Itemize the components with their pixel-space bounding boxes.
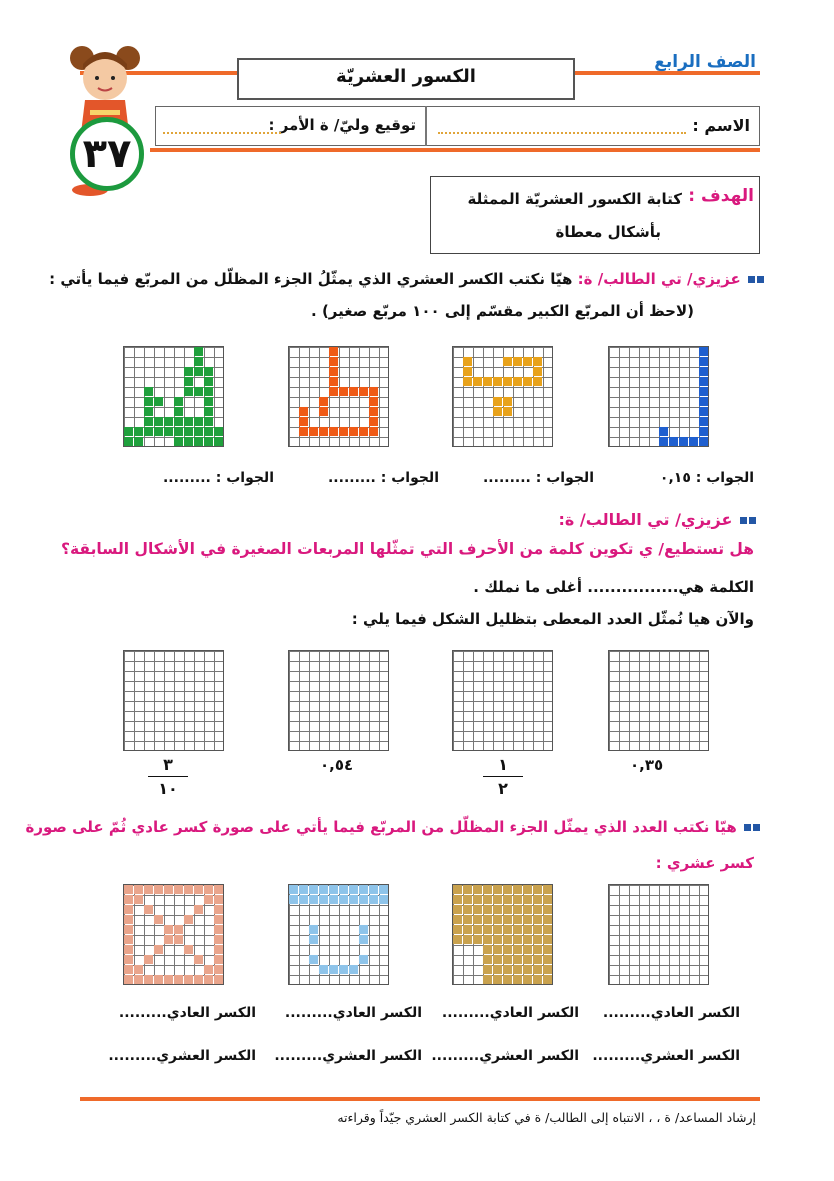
- shaded-cell: [214, 965, 223, 974]
- shaded-cell: [154, 885, 163, 894]
- shaded-cell: [453, 885, 462, 894]
- shaded-cell: [184, 945, 193, 954]
- shaded-cell: [154, 915, 163, 924]
- shaded-cell: [453, 925, 462, 934]
- shaded-cell: [483, 935, 492, 944]
- shaded-cell: [503, 965, 512, 974]
- shaded-cell: [134, 975, 143, 984]
- shaded-cell: [379, 895, 388, 904]
- shaded-cell: [134, 885, 143, 894]
- shaded-cell: [214, 885, 223, 894]
- shaded-cell: [309, 885, 318, 894]
- shaded-cell: [184, 915, 193, 924]
- shaded-cell: [473, 885, 482, 894]
- shaded-cell: [513, 935, 522, 944]
- shaded-cell: [483, 975, 492, 984]
- shaded-cell: [543, 965, 552, 974]
- shaded-cell: [309, 925, 318, 934]
- shaded-cell: [483, 905, 492, 914]
- shaded-cell: [204, 885, 213, 894]
- shaded-cell: [513, 885, 522, 894]
- section2-word-line: الكلمة هي................ أغلى ما نملك .: [473, 578, 754, 596]
- shaded-cell: [349, 965, 358, 974]
- shaded-cell: [543, 885, 552, 894]
- common-fraction-2: الكسر العادي.........: [441, 1005, 579, 1021]
- shaded-cell: [319, 965, 328, 974]
- shaded-cell: [523, 975, 532, 984]
- shaded-cell: [204, 965, 213, 974]
- shaded-cell: [523, 925, 532, 934]
- shaded-cell: [503, 975, 512, 984]
- page-title: الكسور العشريّة: [336, 66, 476, 87]
- shaded-cell: [513, 975, 522, 984]
- shaded-cell: [523, 965, 532, 974]
- shaded-cell: [124, 955, 133, 964]
- guardian-label: توقيع وليّ/ ة الأمر :: [268, 116, 416, 134]
- decimal-fraction-2: الكسر العشري.........: [431, 1048, 579, 1064]
- shaded-cell: [214, 895, 223, 904]
- shaded-cell: [164, 975, 173, 984]
- shaded-cell: [309, 895, 318, 904]
- shaded-cell: [309, 955, 318, 964]
- shaded-cell: [533, 905, 542, 914]
- shaded-cell: [349, 885, 358, 894]
- shaded-cell: [483, 945, 492, 954]
- common-fraction-4: الكسر العادي.........: [118, 1005, 256, 1021]
- shaded-cell: [543, 935, 552, 944]
- shaded-cell: [523, 935, 532, 944]
- shaded-cell: [483, 885, 492, 894]
- shaded-cell: [493, 965, 502, 974]
- shaded-cell: [543, 945, 552, 954]
- shaded-cell: [204, 895, 213, 904]
- shaded-cell: [533, 975, 542, 984]
- shaded-cell: [204, 975, 213, 984]
- shaded-cell: [329, 885, 338, 894]
- shaded-cell: [463, 895, 472, 904]
- shaded-cell: [513, 965, 522, 974]
- shaded-cell: [513, 945, 522, 954]
- goal-text-line1: كتابة الكسور العشريّة الممثلة: [467, 190, 682, 208]
- shaded-cell: [214, 935, 223, 944]
- decimal-fraction-4: الكسر العشري.........: [108, 1048, 256, 1064]
- shaded-cell: [503, 955, 512, 964]
- shaded-cell: [369, 895, 378, 904]
- shaded-cell: [289, 895, 298, 904]
- section3-line2: كسر عشري :: [655, 854, 754, 872]
- footer-rule: [80, 1097, 760, 1101]
- shaded-cell: [124, 965, 133, 974]
- shaded-cell: [513, 925, 522, 934]
- shaded-cell: [543, 905, 552, 914]
- shaded-cell: [174, 935, 183, 944]
- shaded-cell: [124, 975, 133, 984]
- shaded-cell: [124, 895, 133, 904]
- shaded-cell: [523, 895, 532, 904]
- shaded-cell: [503, 905, 512, 914]
- shaded-cell: [493, 955, 502, 964]
- shaded-cell: [214, 925, 223, 934]
- shaded-cell: [513, 905, 522, 914]
- shaded-cell: [359, 925, 368, 934]
- goal-text-line2: بأشكال معطاة: [555, 223, 661, 241]
- shaded-cell: [154, 975, 163, 984]
- shaded-cell: [349, 895, 358, 904]
- shaded-cell: [503, 895, 512, 904]
- shaded-cell: [523, 915, 532, 924]
- shaded-cell: [359, 935, 368, 944]
- shaded-cell: [164, 885, 173, 894]
- shaded-cell: [543, 915, 552, 924]
- shaded-cell: [194, 905, 203, 914]
- section3-line1: هيّا نكتب العدد الذي يمثّل الجزء المظلّل من المربّع فيما يأتي على صورة كسر عادي ثُمّ على صورة: [25, 818, 737, 836]
- shaded-cell: [174, 885, 183, 894]
- shaded-cell: [473, 935, 482, 944]
- section1-text: هيّا نكتب الكسر العشري الذي يمثّلُ الجزء المظلّل من المربّع فيما يأتي :: [49, 270, 573, 288]
- fraction-denominator: ٢: [498, 779, 508, 798]
- shaded-cell: [319, 895, 328, 904]
- shaded-cell: [124, 925, 133, 934]
- shaded-cell: [453, 895, 462, 904]
- decimal-fraction-3: الكسر العشري.........: [274, 1048, 422, 1064]
- shaded-cell: [184, 975, 193, 984]
- shaded-cell: [493, 885, 502, 894]
- shaded-cell: [453, 905, 462, 914]
- answer-3: الجواب : .........: [327, 470, 439, 486]
- fraction-denominator: ١٠: [158, 779, 178, 798]
- footer-note: إرشاد المساعد/ ة ، ، الانتباه إلى الطالب/ ة في كتابة الكسر العشري جيّداً وقراءته: [337, 1110, 756, 1125]
- shaded-cell: [493, 945, 502, 954]
- lesson-number: ٣٧: [82, 131, 132, 177]
- shaded-cell: [144, 955, 153, 964]
- shaded-cell: [533, 885, 542, 894]
- shaded-cell: [543, 925, 552, 934]
- shaded-cell: [493, 905, 502, 914]
- shaded-cell: [144, 905, 153, 914]
- shaded-cell: [329, 965, 338, 974]
- shaded-cell: [463, 925, 472, 934]
- shaded-cell: [493, 935, 502, 944]
- shaded-cell: [533, 965, 542, 974]
- shaded-cell: [214, 975, 223, 984]
- shaded-cell: [463, 885, 472, 894]
- shaded-cell: [184, 885, 193, 894]
- shaded-cell: [543, 955, 552, 964]
- shaded-cell: [503, 945, 512, 954]
- shaded-cell: [214, 915, 223, 924]
- goal-label: الهدف :: [688, 186, 754, 206]
- shaded-cell: [533, 935, 542, 944]
- shaded-cell: [134, 895, 143, 904]
- shaded-cell: [174, 925, 183, 934]
- shaded-cell: [473, 915, 482, 924]
- shaded-cell: [483, 955, 492, 964]
- section1-note: (لاحظ أن المربّع الكبير مقسّم إلى ١٠٠ مربّع صغير) .: [311, 302, 694, 320]
- shaded-cell: [523, 945, 532, 954]
- shaded-cell: [483, 895, 492, 904]
- shaded-cell: [144, 885, 153, 894]
- shaded-cell: [124, 915, 133, 924]
- shaded-cell: [453, 935, 462, 944]
- shaded-cell: [124, 945, 133, 954]
- shaded-cell: [339, 965, 348, 974]
- shaded-cell: [214, 905, 223, 914]
- shaded-cell: [493, 895, 502, 904]
- answer-1: الجواب : ٠,١٥: [659, 470, 754, 486]
- shaded-cell: [483, 915, 492, 924]
- shaded-cell: [174, 975, 183, 984]
- shaded-cell: [513, 955, 522, 964]
- shaded-cell: [483, 965, 492, 974]
- answer-2: الجواب : .........: [482, 470, 594, 486]
- shaded-cell: [124, 885, 133, 894]
- shaded-cell: [533, 895, 542, 904]
- number-label-1: ٠,٣٥: [630, 756, 664, 774]
- shaded-cell: [523, 885, 532, 894]
- shaded-cell: [503, 885, 512, 894]
- shaded-cell: [503, 925, 512, 934]
- shaded-cell: [299, 895, 308, 904]
- shaded-cell: [154, 945, 163, 954]
- shaded-cell: [369, 885, 378, 894]
- common-fraction-1: الكسر العادي.........: [602, 1005, 740, 1021]
- section2-question: هل تستطيع/ ي تكوين كلمة من الأحرف التي تمثّلها المربعات الصغيرة في الأشكال السابقة؟: [61, 540, 754, 558]
- shaded-cell: [503, 915, 512, 924]
- shaded-cell: [164, 925, 173, 934]
- shaded-cell: [493, 915, 502, 924]
- shaded-cell: [523, 955, 532, 964]
- shaded-cell: [453, 915, 462, 924]
- shaded-cell: [463, 905, 472, 914]
- section2-instruction: والآن هيا نُمثّل العدد المعطى بتظليل الشكل فيما يلي :: [351, 610, 754, 628]
- shaded-cell: [194, 955, 203, 964]
- shaded-cell: [473, 895, 482, 904]
- fraction-numerator: ١: [498, 755, 508, 774]
- shaded-cell: [543, 975, 552, 984]
- name-label: الاسم :: [692, 116, 750, 135]
- fraction-numerator: ٣: [163, 755, 173, 774]
- shaded-cell: [493, 925, 502, 934]
- number-label-2: ٠,٥٤: [320, 756, 354, 774]
- shaded-cell: [533, 925, 542, 934]
- shaded-cell: [533, 915, 542, 924]
- shaded-cell: [533, 945, 542, 954]
- shaded-cell: [513, 895, 522, 904]
- shaded-cell: [359, 895, 368, 904]
- shaded-cell: [523, 905, 532, 914]
- shaded-cell: [513, 915, 522, 924]
- shaded-cell: [144, 975, 153, 984]
- shaded-cell: [134, 965, 143, 974]
- shaded-cell: [543, 895, 552, 904]
- shaded-cell: [164, 935, 173, 944]
- shaded-cell: [483, 925, 492, 934]
- shaded-cell: [124, 905, 133, 914]
- decimal-fraction-1: الكسر العشري.........: [592, 1048, 740, 1064]
- shaded-cell: [329, 895, 338, 904]
- shaded-cell: [339, 895, 348, 904]
- section2-lead: عزيزي/ تي الطالب/ ة:: [558, 510, 733, 529]
- shaded-cell: [473, 925, 482, 934]
- answer-4: الجواب : .........: [162, 470, 274, 486]
- shaded-cell: [493, 975, 502, 984]
- shaded-cell: [533, 955, 542, 964]
- shaded-cell: [299, 885, 308, 894]
- shaded-cell: [359, 955, 368, 964]
- shaded-cell: [379, 885, 388, 894]
- shaded-cell: [463, 915, 472, 924]
- shaded-cell: [473, 905, 482, 914]
- shaded-cell: [214, 955, 223, 964]
- shaded-cell: [339, 885, 348, 894]
- section1-lead: عزيزي/ تي الطالب/ ة:: [577, 270, 741, 288]
- common-fraction-3: الكسر العادي.........: [284, 1005, 422, 1021]
- shaded-cell: [359, 885, 368, 894]
- shaded-cell: [194, 885, 203, 894]
- shaded-cell: [503, 935, 512, 944]
- shaded-cell: [289, 885, 298, 894]
- shaded-cell: [319, 885, 328, 894]
- shaded-cell: [194, 975, 203, 984]
- shaded-cell: [124, 935, 133, 944]
- shaded-cell: [463, 935, 472, 944]
- shaded-cell: [214, 945, 223, 954]
- shaded-cell: [309, 935, 318, 944]
- grade-label: الصف الرابع: [654, 52, 756, 72]
